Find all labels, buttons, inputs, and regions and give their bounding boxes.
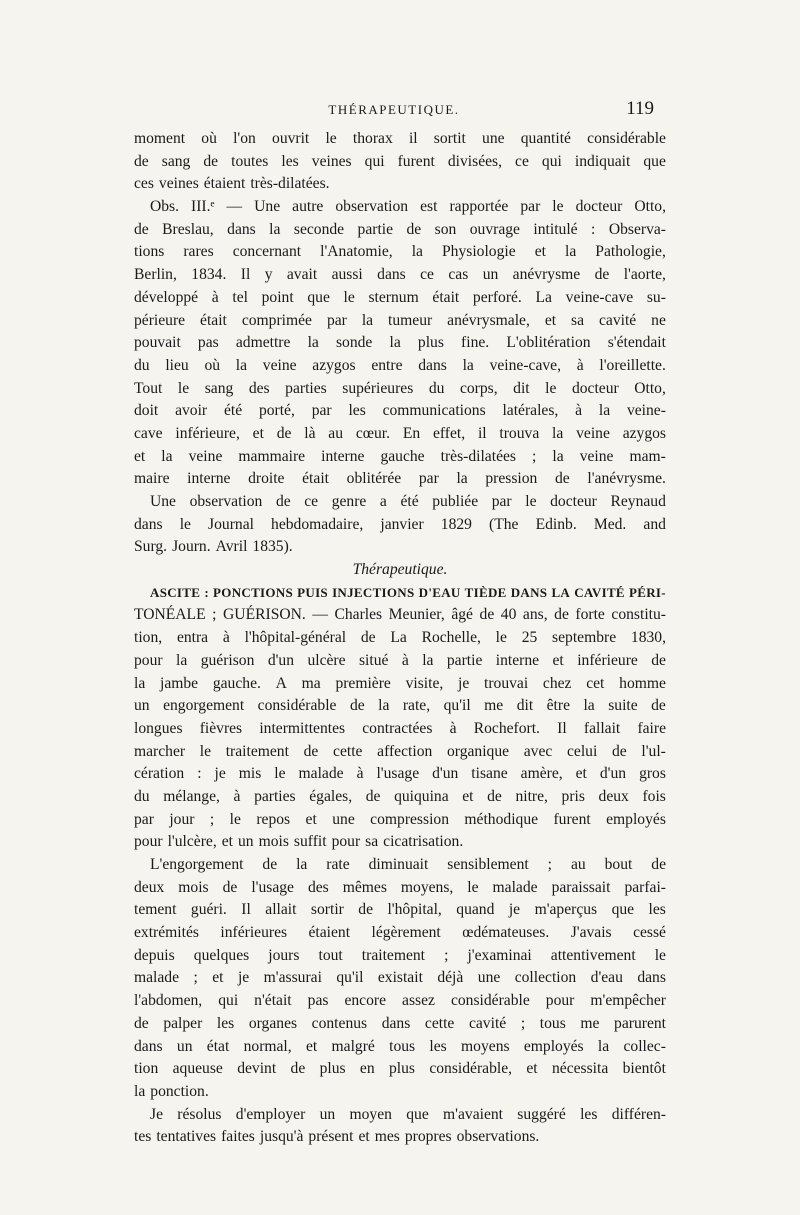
text-line: Une observation de ce genre a été publiée par le docteur Reynaud [150, 493, 666, 510]
text-line: de Breslau, dans la seconde partie de son ouvrage intitulé : Observa- [134, 220, 666, 238]
page-header [134, 98, 654, 124]
text-line: cération : je mis le malade à l'usage d'un tisane amère, et d'un gros [134, 765, 666, 783]
text-line: dans un état normal, et malgré tous les moyens employés la collec- [134, 1037, 666, 1055]
text-line: maire interne droite était oblitérée par la pression de l'anévrysme. [134, 470, 666, 488]
text-line: un engorgement considérable de la rate, qu'il me dit être la suite de [134, 697, 666, 715]
text-line: TONÉALE ; GUÉRISON. — Charles Meunier, âgé de 40 ans, de forte constitu- [134, 606, 666, 624]
text-line: par jour ; le repos et une compression méthodique furent employés [134, 810, 666, 828]
text-line: et la veine mammaire interne gauche très-dilatées ; la veine mam- [134, 447, 666, 465]
text-line: L'engorgement de la rate diminuait sensiblement ; au bout de [150, 856, 666, 873]
text-line: Surg. Journ. Avril 1835). [134, 538, 293, 556]
text-line: ces veines étaient très-dilatées. [134, 175, 330, 193]
section-heading: Thérapeutique. [352, 561, 448, 579]
text-line: périeure était comprimée par la tumeur anévrysmale, et sa cavité ne [134, 311, 666, 329]
text-line: pour la guérison d'un ulcère situé à la partie interne et inférieure de [134, 651, 666, 669]
text-line: malade ; et je m'assurai qu'il existait déjà une collection d'eau dans [134, 969, 666, 987]
running-title: THÉRAPEUTIQUE. [328, 102, 460, 117]
text-line: Tout le sang des parties supérieures du corps, dit le docteur Otto, [134, 379, 666, 397]
text-line: dans le Journal hebdomadaire, janvier 1829 (The Edinb. Med. and [134, 515, 666, 533]
text-line: pouvait pas admettre la sonde la plus fine. L'oblitération s'étendait [134, 334, 666, 352]
text-line: développé à tel point que le sternum était perforé. La veine-cave su- [134, 288, 666, 306]
text-line: tion, entra à l'hôpital-général de La Rochelle, le 25 septembre 1830, [134, 629, 666, 647]
text-line: Je résolus d'employer un moyen que m'avaient suggéré les différen- [150, 1105, 666, 1123]
text-line: du lieu où la veine azygos entre dans la veine-cave, à l'oreillette. [134, 356, 666, 374]
text-line: doit avoir été porté, par les communications latérales, à la veine- [134, 402, 666, 420]
text-line: tions rares concernant l'Anatomie, la Physiologie et la Pathologie, [134, 243, 666, 261]
text-line: deux mois de l'usage des mêmes moyens, le malade paraissait parfai- [134, 878, 666, 896]
text-line: la ponction. [134, 1082, 209, 1100]
page-number: 119 [626, 98, 654, 119]
text-line: moment où l'on ouvrit le thorax il sortit une quantité considérable [134, 130, 666, 147]
text-line: Berlin, 1834. Il y avait aussi dans ce cas un anévrysme de l'aorte, [134, 266, 666, 284]
text-line: tement guéri. Il allait sortir de l'hôpital, quand je m'aperçus que les [134, 901, 666, 919]
text-line: cave inférieure, et de là au cœur. En effet, il trouva la veine azygos [134, 424, 666, 442]
text-line: marcher le traitement de cette affection organique avec celui de l'ul- [134, 742, 666, 760]
text-line: la jambe gauche. A ma première visite, je trouvai chez cet homme [134, 674, 666, 692]
text-line: de palper les organes contenus dans cette cavité ; tous me parurent [134, 1014, 666, 1032]
page-body [134, 128, 666, 1149]
text-line: de sang de toutes les veines qui furent divisées, ce qui indiquait que [134, 152, 666, 170]
text-line: extrémités inférieures étaient légèrement œdémateuses. J'avais cessé [134, 924, 666, 942]
text-line: depuis quelques jours tout traitement ; j'examinai attentivement le [134, 946, 666, 964]
text-line: pour l'ulcère, et un mois suffit pour sa cicatrisation. [134, 833, 464, 851]
text-line: ASCITE : PONCTIONS PUIS INJECTIONS D'EAU TIÈDE DANS LA CAVITÉ PÉRI- [150, 584, 666, 600]
text-line: l'abdomen, qui n'était pas encore assez considérable pour m'empêcher [134, 992, 666, 1010]
text-line: du mélange, à parties égales, de quiquina et de nitre, pris deux fois [134, 787, 666, 805]
text-line: Obs. III.ᵉ — Une autre observation est rapportée par le docteur Otto, [150, 198, 666, 216]
text-line: tion aqueuse devint de plus en plus considérable, et nécessita bientôt [134, 1060, 666, 1078]
text-line: tes tentatives faites jusqu'à présent et mes propres observations. [134, 1128, 540, 1146]
text-line: longues fièvres intermittentes contractées à Rochefort. Il fallait faire [134, 719, 666, 737]
